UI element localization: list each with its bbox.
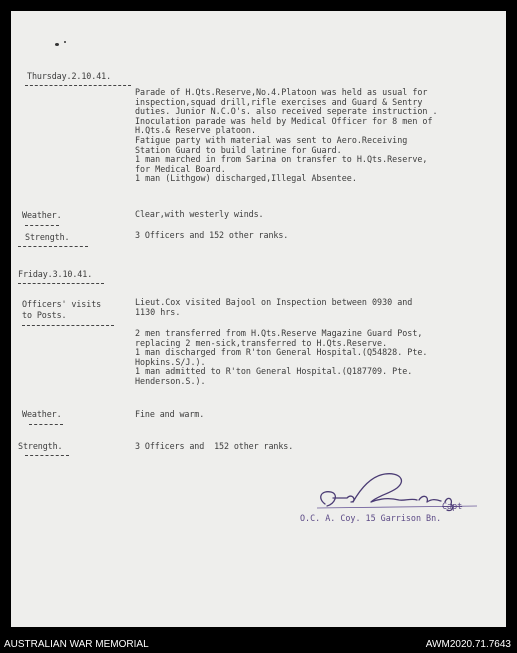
strength-text: 3 Officers and 152 other ranks. <box>135 441 294 451</box>
weather-label: Weather. <box>22 210 62 220</box>
narrative-line: Henderson.S.). <box>135 375 206 386</box>
narrative-line: Lieut.Cox visited Bajool on Inspection between 0930 and <box>135 297 413 307</box>
narrative-line: 1 man marched in from Sarina on transfer to H.Qts.Reserve, <box>135 154 428 165</box>
narrative-line: Hopkins.S/J.). <box>135 356 206 367</box>
narrative-line: Station Guard to build latrine for Guard. <box>135 144 342 155</box>
strength-label: Strength. <box>25 232 70 242</box>
weather-label: Weather. <box>22 409 62 419</box>
signature-stamp <box>300 501 463 545</box>
label-underline <box>18 246 88 247</box>
label-underline <box>25 225 59 226</box>
ink-speck <box>64 41 66 43</box>
accession-number: AWM2020.71.7643 <box>425 639 511 650</box>
date-underline <box>18 283 104 284</box>
label-underline <box>29 424 63 425</box>
label-underline <box>22 325 114 326</box>
narrative-line: duties. Junior N.C.O's. also received seperate instruction . <box>135 106 438 117</box>
narrative-line: 1 man discharged from R'ton General Hospital.(Q54828. Pte. <box>135 347 428 358</box>
stamp-rank: Capt <box>442 501 463 511</box>
date-underline <box>25 85 131 86</box>
narrative-line: inspection,squad drill,rifle exercises and Guard & Sentry <box>135 96 423 107</box>
narrative-line: 1 man (Lithgow) discharged,Illegal Absentee. <box>135 173 357 184</box>
weather-text: Fine and warm. <box>135 409 205 419</box>
visits-label: to Posts. <box>22 310 67 320</box>
entry-narrative <box>135 329 500 387</box>
narrative-line: Fatigue party with material was sent to Aero.Receiving <box>135 134 408 145</box>
narrative-line: 2 men transferred from H.Qts.Reserve Magazine Guard Post, <box>135 328 423 338</box>
narrative-line: Parade of H.Qts.Reserve,No.4.Platoon was held as usual for <box>135 87 428 97</box>
archive-footer <box>0 637 517 653</box>
label-underline <box>25 455 69 456</box>
narrative-line: Inoculation parade was held by Medical Officer for 8 men of <box>135 115 433 126</box>
entry-narrative <box>135 88 500 184</box>
stamp-title: O.C. A. Coy. 15 Garrison Bn. <box>300 513 442 523</box>
weather-text: Clear,with westerly winds. <box>135 209 264 219</box>
narrative-line: H.Qts.& Reserve platoon. <box>135 125 257 136</box>
ink-speck <box>55 43 59 46</box>
strength-label: Strength. <box>18 441 63 451</box>
visits-label: Officers' visits <box>22 299 102 309</box>
narrative-line: 1 man admitted to R'ton General Hospital.(Q187709. Pte. <box>135 366 413 377</box>
entry-date: Thursday.2.10.41. <box>27 71 112 81</box>
document-page <box>11 11 506 627</box>
entry-date: Friday.3.10.41. <box>18 269 93 279</box>
narrative-line: replacing 2 men-sick,transferred to H.Qts.Reserve. <box>135 337 388 348</box>
narrative-line: for Medical Board. <box>135 163 226 174</box>
entry-narrative <box>135 298 500 317</box>
narrative-line: 1130 hrs. <box>135 306 181 317</box>
institution-name: AUSTRALIAN WAR MEMORIAL <box>4 639 149 650</box>
strength-text: 3 Officers and 152 other ranks. <box>135 230 289 240</box>
